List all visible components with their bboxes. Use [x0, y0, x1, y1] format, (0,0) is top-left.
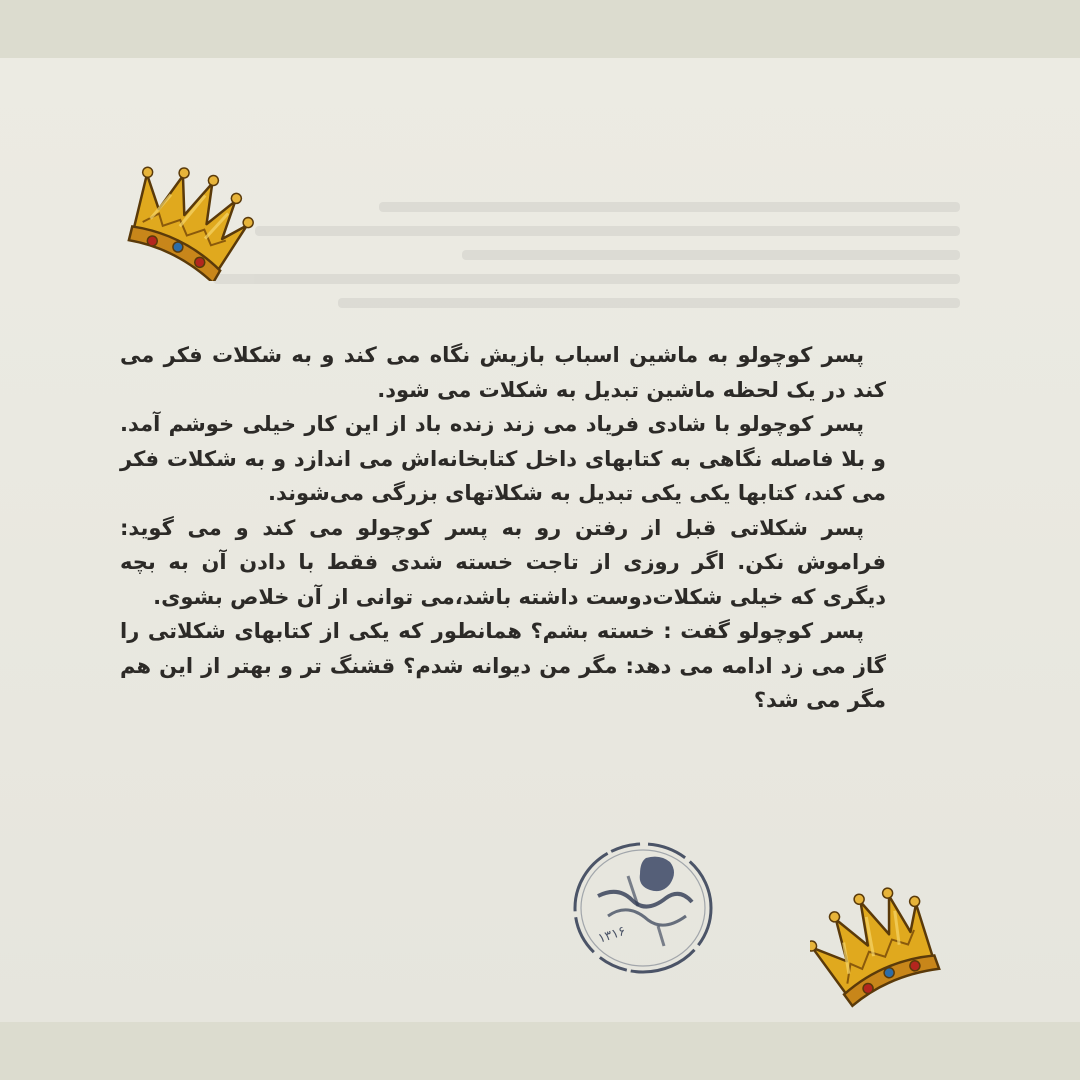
- paragraph: پسر شکلاتی قبل از رفتن رو به پسر کوچولو می کند و می گوید: فراموش نکن. اگر روزی از تاجت خسته شدی فقط با دادن آن به بچه دیگری که خیلی شکلات‌دوست داشته باشد،می توانی از آن خلاص بشوی.: [120, 515, 886, 609]
- crown-icon: [810, 878, 942, 1018]
- crown-icon: [122, 163, 254, 281]
- paragraph: پسر کوچولو به ماشین اسباب بازیش نگاه می کند و به شکلات فکر می کند در یک لحظه ماشین تبدیل به شکلات می شود.: [120, 343, 886, 402]
- paragraph: پسر کوچولو گفت : خسته بشم؟ همانطور که یکی از کتابهای شکلاتی را گاز می زد ادامه می دهد: مگر من دیوانه شدم؟ قشنگ تر و بهتر از این هم مگر می شد؟: [120, 619, 886, 712]
- stamp-year: ۱۳۱۶: [596, 923, 628, 947]
- story-text: [120, 338, 886, 718]
- book-page: [0, 58, 1080, 1022]
- library-stamp-icon: [568, 836, 718, 976]
- paragraph: پسر کوچولو با شادی فریاد می زند زنده باد از این کار خیلی خوشم آمد. و بلا فاصله نگاهی به کتابهای داخل کتابخانه‌اش می اندازد و به شکلات فکر می کند، کتابها یکی یکی تبدیل به شکلاتهای بزرگی می‌شوند.: [120, 412, 886, 505]
